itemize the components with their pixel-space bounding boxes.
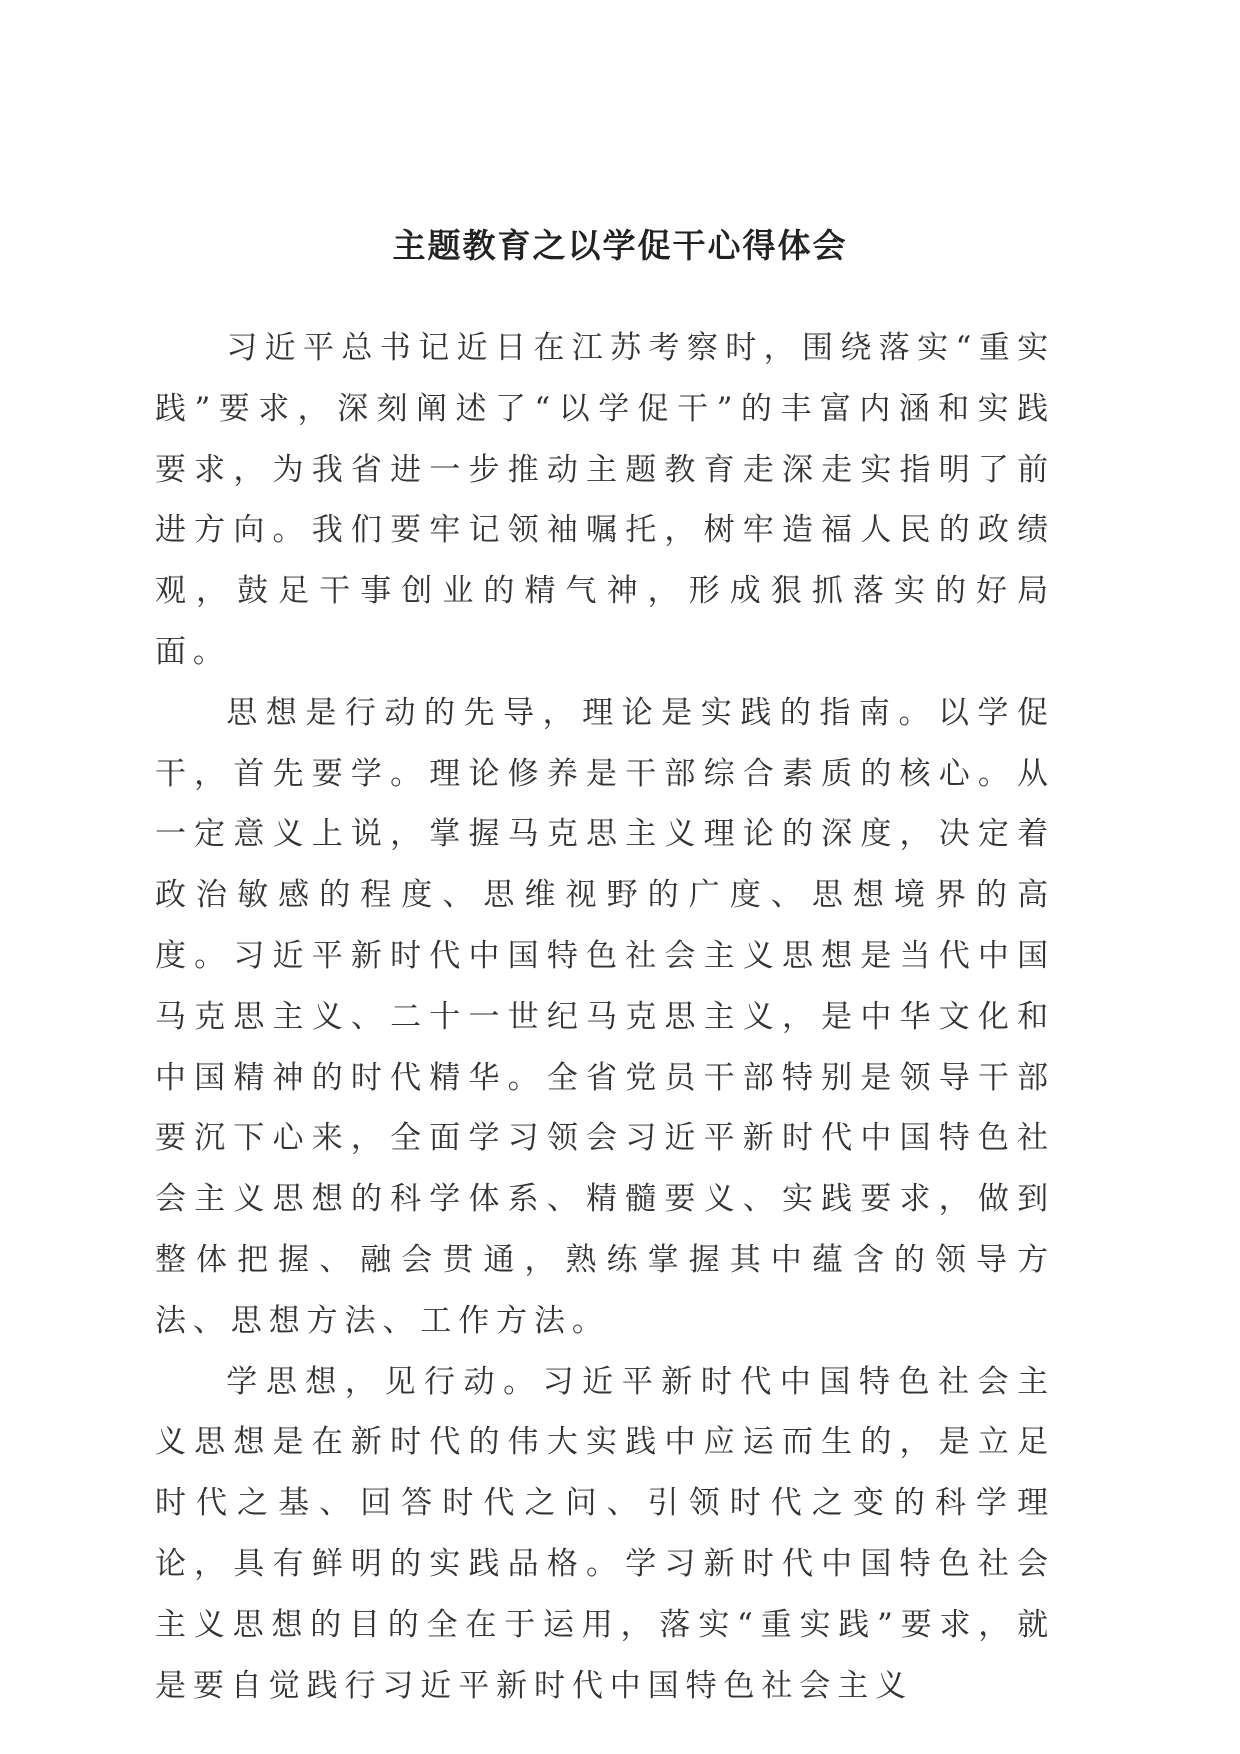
document-body: [155, 318, 1055, 1716]
paragraph-2: 思想是行动的先导，理论是实践的指南。以学促干，首先要学。理论修养是干部综合素质的核心。从一定意义上说，掌握马克思主义理论的深度，决定着政治敏感的程度、思维视野的广度、思想境界的高度。习近平新时代中国特色社会主义思想是当代中国马克思主义、二十一世纪马克思主义，是中华文化和中国精神的时代精华。全省党员干部特别是领导干部要沉下心来，全面学习领会习近平新时代中国特色社会主义思想的科学体系、精髓要义、实践要求，做到整体把握、融会贯通，熟练掌握其中蕴含的领导方法、思想方法、工作方法。: [155, 694, 1055, 1339]
paragraph-1: 习近平总书记近日在江苏考察时，围绕落实“重实践”要求，深刻阐述了“以学促干”的丰富内涵和实践要求，为我省进一步推动主题教育走深走实指明了前进方向。我们要牢记领袖嘱托，树牢造福人民的政绩观，鼓足干事创业的精气神，形成狠抓落实的好局面。: [155, 330, 1055, 670]
paragraph-3: 学思想，见行动。习近平新时代中国特色社会主义思想是在新时代的伟大实践中应运而生的，是立足时代之基、回答时代之问、引领时代之变的科学理论，具有鲜明的实践品格。学习新时代中国特色社会主义思想的目的全在于运用，落实“重实践”要求，就是要自觉践行习近平新时代中国特色社会主义: [155, 1363, 1055, 1704]
document-title: 主题教育之以学促干心得体会: [392, 226, 848, 265]
